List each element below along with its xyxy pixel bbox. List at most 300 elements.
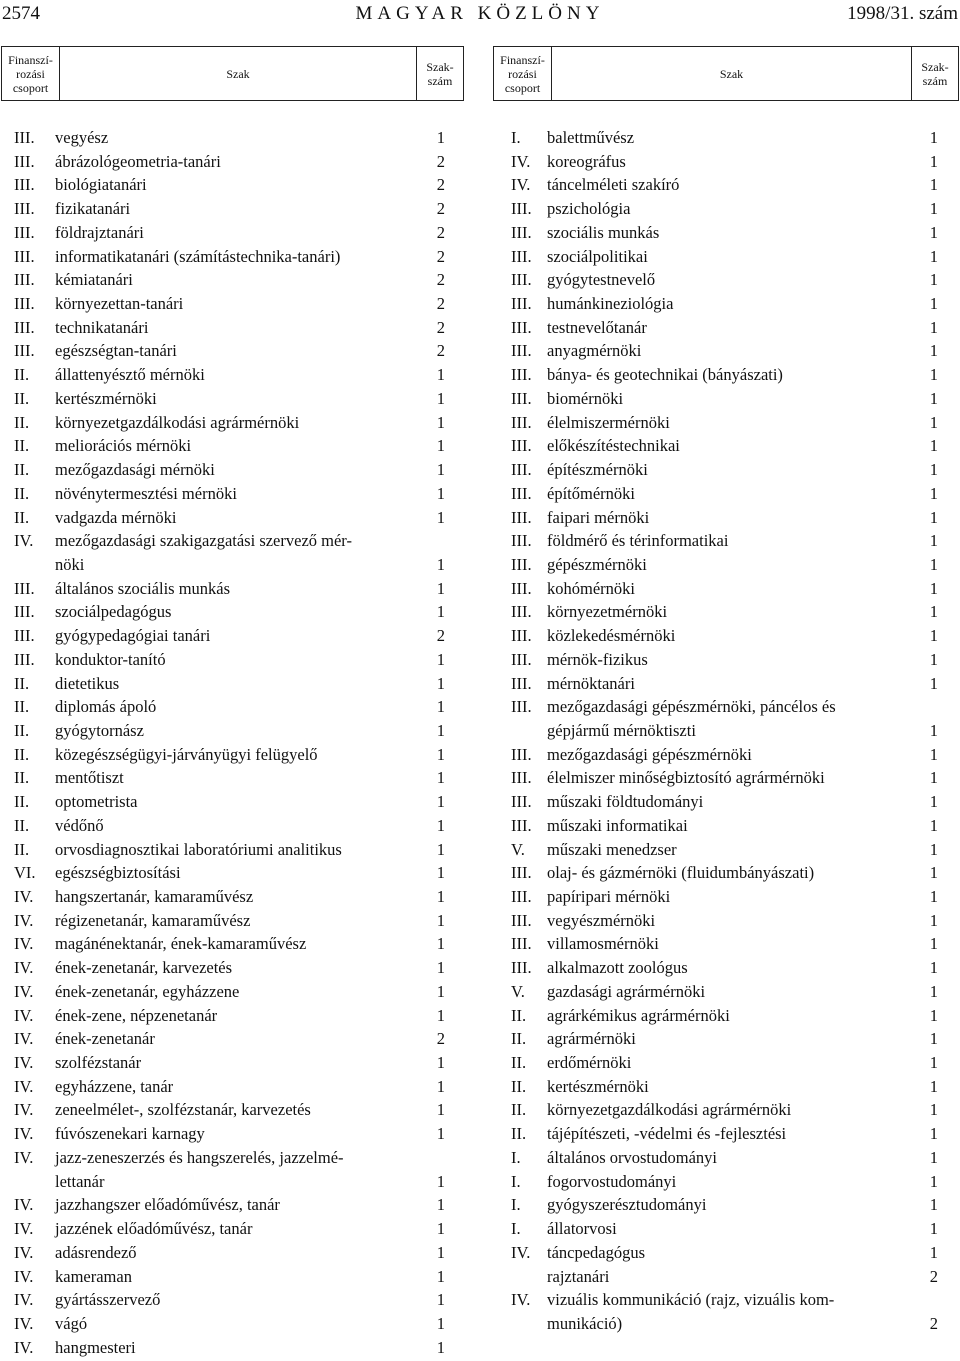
major-count: 2 <box>436 626 445 646</box>
table-row <box>511 602 938 626</box>
major-name: egészségbiztosítási <box>55 863 181 883</box>
major-name: diplomás ápoló <box>55 697 157 717</box>
table-row <box>14 436 445 460</box>
table-row <box>14 887 445 911</box>
header-major: Szak <box>60 47 417 100</box>
funding-group: III. <box>511 863 532 883</box>
major-count: 1 <box>929 1195 938 1215</box>
major-name: növénytermesztési mérnöki <box>55 483 237 503</box>
funding-group: III. <box>511 365 532 385</box>
table-row <box>511 389 938 413</box>
funding-group: VI. <box>14 863 36 883</box>
major-name: táncelméleti szakíró <box>547 175 680 195</box>
major-count: 1 <box>929 175 938 195</box>
major-count: 1 <box>929 934 938 954</box>
major-count: 2 <box>436 175 445 195</box>
major-count: 1 <box>929 1100 938 1120</box>
table-row <box>14 531 445 555</box>
funding-group: II. <box>511 1005 527 1025</box>
major-count: 1 <box>436 910 445 930</box>
major-name: biológiatanári <box>55 175 147 195</box>
major-name: mezőgazdasági mérnöki <box>55 460 215 480</box>
table-row <box>14 1006 445 1030</box>
table-row <box>511 863 938 887</box>
major-count: 1 <box>929 246 938 266</box>
major-name: lettanár <box>55 1171 105 1191</box>
major-name: fizikatanári <box>55 199 131 219</box>
major-name: földmérő és térinformatikai <box>547 531 729 551</box>
major-name: egyházzene, tanár <box>55 1076 174 1096</box>
funding-group: III. <box>511 626 532 646</box>
table-row <box>14 1053 445 1077</box>
table-row <box>511 721 938 745</box>
header-funding-group: Finanszí- rozási csoport <box>494 47 552 100</box>
table-row <box>14 270 445 294</box>
funding-group: IV. <box>14 958 34 978</box>
major-count: 2 <box>436 246 445 266</box>
funding-group: III. <box>14 626 35 646</box>
major-name: vegyészmérnöki <box>547 910 656 930</box>
major-name: testnevelőtanár <box>547 317 647 337</box>
major-name: anyagmérnöki <box>547 341 642 361</box>
major-count: 1 <box>929 341 938 361</box>
major-count: 1 <box>436 887 445 906</box>
table-row <box>511 1100 938 1124</box>
major-count: 1 <box>436 578 445 598</box>
major-count: 2 <box>929 1313 938 1333</box>
major-count: 1 <box>929 1242 938 1262</box>
major-count: 1 <box>436 1290 445 1310</box>
funding-group: III. <box>511 578 532 598</box>
major-count: 1 <box>436 128 445 147</box>
major-name: hangszertanár, kamaraművész <box>55 887 254 906</box>
table-row <box>14 934 445 958</box>
funding-group: III. <box>14 270 35 290</box>
issue-number: 1998/31. szám <box>847 3 958 24</box>
major-name: ének-zenetanár, karvezetés <box>55 958 233 978</box>
major-name: állattenyésztő mérnöki <box>55 365 205 385</box>
major-count: 1 <box>929 436 938 456</box>
major-name: földrajztanári <box>55 222 144 242</box>
funding-group: I. <box>511 1219 521 1239</box>
major-count: 2 <box>436 199 445 219</box>
major-count: 1 <box>929 1005 938 1025</box>
funding-group: IV. <box>14 1219 34 1239</box>
left-column-list <box>14 128 445 1361</box>
table-row <box>511 816 938 840</box>
major-name: gyártásszervező <box>55 1290 161 1310</box>
major-name: mezőgazdasági gépészmérnöki, páncélos és <box>547 697 836 717</box>
funding-group: III. <box>14 246 35 266</box>
table-row <box>511 199 938 223</box>
table-row <box>14 602 445 626</box>
table-row <box>14 650 445 674</box>
major-count: 1 <box>436 1195 445 1215</box>
major-name: műszaki földtudományi <box>547 792 704 812</box>
journal-title: MAGYAR KÖZLÖNY <box>355 3 605 24</box>
funding-group: III. <box>511 388 532 408</box>
major-name: élelmiszer minőségbiztosító agrármérnöki <box>547 768 825 788</box>
major-count: 1 <box>929 270 938 290</box>
major-name: mentőtiszt <box>55 768 124 788</box>
table-row <box>511 1219 938 1243</box>
funding-group: III. <box>511 270 532 290</box>
major-count: 1 <box>929 199 938 219</box>
table-row <box>14 1100 445 1124</box>
major-name: olaj- és gázmérnöki (fluidumbányászati) <box>547 863 815 883</box>
table-row <box>511 697 938 721</box>
major-name: vegyész <box>55 128 109 147</box>
table-row <box>14 626 445 650</box>
funding-group: I. <box>511 1171 521 1191</box>
funding-group: III. <box>511 222 532 242</box>
funding-group: IV. <box>14 1313 34 1333</box>
major-count: 1 <box>436 720 445 740</box>
major-count: 1 <box>436 1124 445 1144</box>
major-name: gazdasági agrármérnöki <box>547 981 706 1001</box>
funding-group: IV. <box>14 1337 34 1357</box>
major-count: 2 <box>436 1029 445 1049</box>
table-row <box>511 1267 938 1291</box>
major-count: 1 <box>929 412 938 432</box>
major-name: környezetgazdálkodási agrármérnöki <box>55 412 300 432</box>
funding-group: II. <box>14 720 30 740</box>
table-row <box>511 982 938 1006</box>
major-count: 1 <box>929 792 938 812</box>
funding-group: IV. <box>14 1029 34 1049</box>
table-row <box>511 1172 938 1196</box>
table-row <box>511 887 938 911</box>
major-name: kertészmérnöki <box>547 1076 649 1096</box>
major-count: 1 <box>436 768 445 788</box>
funding-group: III. <box>511 460 532 480</box>
funding-group: III. <box>14 128 35 147</box>
funding-group: III. <box>511 199 532 219</box>
major-count: 1 <box>929 1029 938 1049</box>
major-name: táncpedagógus <box>547 1242 646 1262</box>
funding-group: III. <box>511 697 532 717</box>
table-row <box>14 1267 445 1291</box>
table-row <box>511 1053 938 1077</box>
major-count: 1 <box>436 839 445 859</box>
major-count: 1 <box>929 554 938 574</box>
funding-group: II. <box>14 388 30 408</box>
table-row <box>14 413 445 437</box>
major-name: munikáció) <box>547 1313 623 1333</box>
funding-group: I. <box>511 128 521 147</box>
funding-group: III. <box>511 649 532 669</box>
funding-group: II. <box>14 673 30 693</box>
funding-group: III. <box>14 578 35 598</box>
table-row <box>14 911 445 935</box>
major-name: kameraman <box>55 1266 132 1286</box>
major-count: 1 <box>929 222 938 242</box>
major-count: 1 <box>929 1219 938 1239</box>
table-row <box>14 341 445 365</box>
table-row <box>511 792 938 816</box>
major-count: 1 <box>436 507 445 527</box>
major-count: 2 <box>929 1266 938 1286</box>
table-header-right <box>493 46 959 101</box>
table-row <box>14 128 445 152</box>
major-name: vadgazda mérnöki <box>55 507 177 527</box>
funding-group: III. <box>511 507 532 527</box>
major-count: 1 <box>929 910 938 930</box>
major-count: 2 <box>436 222 445 242</box>
major-name: technikatanári <box>55 317 149 337</box>
funding-group: III. <box>14 199 35 219</box>
table-row <box>511 175 938 199</box>
table-row <box>511 365 938 389</box>
funding-group: II. <box>511 1076 527 1096</box>
major-name: erdőmérnöki <box>547 1053 632 1073</box>
major-name: tájépítészeti, -védelmi és -fejlesztési <box>547 1124 787 1144</box>
funding-group: III. <box>14 175 35 195</box>
major-count: 1 <box>929 768 938 788</box>
table-row <box>14 982 445 1006</box>
major-count: 1 <box>929 151 938 171</box>
table-row <box>14 1124 445 1148</box>
table-row <box>14 199 445 223</box>
major-name: gépészmérnöki <box>547 554 647 574</box>
major-count: 1 <box>929 1147 938 1167</box>
header-major-count: Szak- szám <box>921 59 949 88</box>
table-header-left <box>1 46 464 101</box>
funding-group: I. <box>511 1195 521 1215</box>
table-row <box>511 413 938 437</box>
major-name: vizuális kommunikáció (rajz, vizuális kom- <box>547 1290 835 1310</box>
major-count: 1 <box>929 294 938 314</box>
major-name: papíripari mérnöki <box>547 887 671 906</box>
funding-group: III. <box>14 602 35 622</box>
funding-group: III. <box>511 412 532 432</box>
table-row <box>511 626 938 650</box>
major-name: humánkineziológia <box>547 294 674 314</box>
table-row <box>511 1243 938 1267</box>
major-name: szolfézstanár <box>55 1053 142 1073</box>
funding-group: III. <box>14 341 35 361</box>
major-count: 1 <box>929 388 938 408</box>
major-count: 1 <box>436 649 445 669</box>
table-row <box>511 768 938 792</box>
table-row <box>14 294 445 318</box>
funding-group: IV. <box>14 1266 34 1286</box>
funding-group: II. <box>14 815 30 835</box>
funding-group: III. <box>511 317 532 337</box>
major-name: pszichológia <box>547 199 631 219</box>
funding-group: II. <box>511 1100 527 1120</box>
funding-group: II. <box>14 792 30 812</box>
major-count: 1 <box>929 483 938 503</box>
funding-group: III. <box>511 602 532 622</box>
table-row <box>511 128 938 152</box>
major-count: 1 <box>929 602 938 622</box>
table-row <box>511 318 938 342</box>
table-row <box>511 294 938 318</box>
major-count: 1 <box>436 1100 445 1120</box>
table-row <box>511 1006 938 1030</box>
major-name: gyógytornász <box>55 720 144 740</box>
major-name: szociálpedagógus <box>55 602 172 622</box>
major-count: 1 <box>929 815 938 835</box>
major-name: adásrendező <box>55 1242 137 1262</box>
major-name: régizenetanár, kamaraművész <box>55 910 251 930</box>
major-count: 1 <box>436 365 445 385</box>
table-row <box>511 508 938 532</box>
major-name: faipari mérnöki <box>547 507 650 527</box>
funding-group: IV. <box>511 1290 531 1310</box>
major-name: mezőgazdasági szakigazgatási szervező mér- <box>55 531 352 551</box>
table-row <box>14 175 445 199</box>
major-count: 2 <box>436 270 445 290</box>
table-row <box>14 1029 445 1053</box>
table-row <box>14 721 445 745</box>
major-name: építészmérnöki <box>547 460 648 480</box>
major-count: 1 <box>929 720 938 740</box>
major-count: 1 <box>436 483 445 503</box>
funding-group: II. <box>14 507 30 527</box>
funding-group: III. <box>511 483 532 503</box>
major-count: 1 <box>436 554 445 574</box>
funding-group: III. <box>14 317 35 337</box>
major-name: konduktor-tanító <box>55 649 166 669</box>
table-row <box>14 1219 445 1243</box>
table-row <box>14 460 445 484</box>
major-count: 2 <box>436 294 445 314</box>
table-row <box>511 531 938 555</box>
major-name: nöki <box>55 554 85 574</box>
major-count: 1 <box>929 744 938 764</box>
right-column-list <box>511 128 938 1338</box>
funding-group: III. <box>511 341 532 361</box>
funding-group: IV. <box>14 1195 34 1215</box>
major-count: 1 <box>436 1053 445 1073</box>
major-count: 1 <box>929 981 938 1001</box>
major-name: biomérnöki <box>547 388 624 408</box>
table-row <box>14 365 445 389</box>
funding-group: III. <box>511 294 532 314</box>
funding-group: III. <box>511 436 532 456</box>
funding-group: IV. <box>14 1076 34 1096</box>
funding-group: IV. <box>511 151 531 171</box>
funding-group: II. <box>14 365 30 385</box>
table-row <box>14 579 445 603</box>
table-row <box>14 1314 445 1338</box>
major-name: optometrista <box>55 792 138 812</box>
major-count: 1 <box>436 460 445 480</box>
major-count: 1 <box>436 1005 445 1025</box>
funding-group: III. <box>511 531 532 551</box>
table-row <box>14 247 445 271</box>
major-count: 1 <box>929 317 938 337</box>
major-name: ábrázológeometria-tanári <box>55 151 221 171</box>
major-name: műszaki menedzser <box>547 839 677 859</box>
funding-group: III. <box>511 744 532 764</box>
table-row <box>511 270 938 294</box>
table-row <box>511 555 938 579</box>
table-row <box>511 152 938 176</box>
table-row <box>511 674 938 698</box>
funding-group: III. <box>511 554 532 574</box>
funding-group: IV. <box>14 934 34 954</box>
major-name: jazzhangszer előadóművész, tanár <box>55 1195 280 1215</box>
major-name: általános orvostudományi <box>547 1147 718 1167</box>
major-count: 1 <box>436 744 445 764</box>
funding-group: V. <box>511 981 525 1001</box>
table-row <box>14 792 445 816</box>
funding-group: III. <box>511 792 532 812</box>
major-count: 1 <box>436 1242 445 1262</box>
table-row <box>511 1124 938 1148</box>
major-name: koreográfus <box>547 151 626 171</box>
funding-group: III. <box>511 934 532 954</box>
funding-group: III. <box>14 222 35 242</box>
major-count: 1 <box>436 792 445 812</box>
table-row <box>511 911 938 935</box>
major-name: műszaki informatikai <box>547 815 688 835</box>
funding-group: III. <box>511 958 532 978</box>
major-name: villamosmérnöki <box>547 934 659 954</box>
major-count: 1 <box>436 388 445 408</box>
table-row <box>14 816 445 840</box>
table-row <box>14 1148 445 1172</box>
major-name: szociális munkás <box>547 222 660 242</box>
funding-group: IV. <box>511 1242 531 1262</box>
table-row <box>511 1290 938 1314</box>
funding-group: III. <box>14 151 35 171</box>
major-count: 1 <box>436 1076 445 1096</box>
major-count: 1 <box>436 436 445 456</box>
major-name: mérnök-fizikus <box>547 649 648 669</box>
major-name: ének-zenetanár, egyházzene <box>55 981 240 1001</box>
table-row <box>511 1314 938 1338</box>
major-count: 1 <box>436 1313 445 1333</box>
major-count: 1 <box>436 934 445 954</box>
funding-group: IV. <box>14 1100 34 1120</box>
funding-group: II. <box>511 1029 527 1049</box>
funding-group: IV. <box>14 910 34 930</box>
table-row <box>14 674 445 698</box>
funding-group: II. <box>511 1124 527 1144</box>
major-name: gyógyszerésztudományi <box>547 1195 707 1215</box>
major-count: 1 <box>929 365 938 385</box>
funding-group: II. <box>14 768 30 788</box>
funding-group: II. <box>14 697 30 717</box>
major-name: közegészségügyi-járványügyi felügyelő <box>55 744 318 764</box>
table-row <box>511 436 938 460</box>
funding-group: IV. <box>14 531 34 551</box>
major-name: kohómérnöki <box>547 578 635 598</box>
major-count: 1 <box>436 863 445 883</box>
major-name: ének-zenetanár <box>55 1029 155 1049</box>
table-row <box>14 484 445 508</box>
table-row <box>14 508 445 532</box>
major-name: gyógypedagógiai tanári <box>55 626 211 646</box>
major-count: 2 <box>436 341 445 361</box>
major-count: 1 <box>436 1266 445 1286</box>
funding-group: II. <box>14 839 30 859</box>
page-number: 2574 <box>2 3 40 24</box>
major-count: 1 <box>929 531 938 551</box>
table-row <box>14 958 445 982</box>
funding-group: II. <box>14 436 30 456</box>
header-major-count: Szak- szám <box>426 59 454 88</box>
funding-group: III. <box>14 294 35 314</box>
table-row <box>14 152 445 176</box>
major-name: agrármérnöki <box>547 1029 636 1049</box>
major-name: szociálpolitikai <box>547 246 648 266</box>
table-row <box>14 697 445 721</box>
